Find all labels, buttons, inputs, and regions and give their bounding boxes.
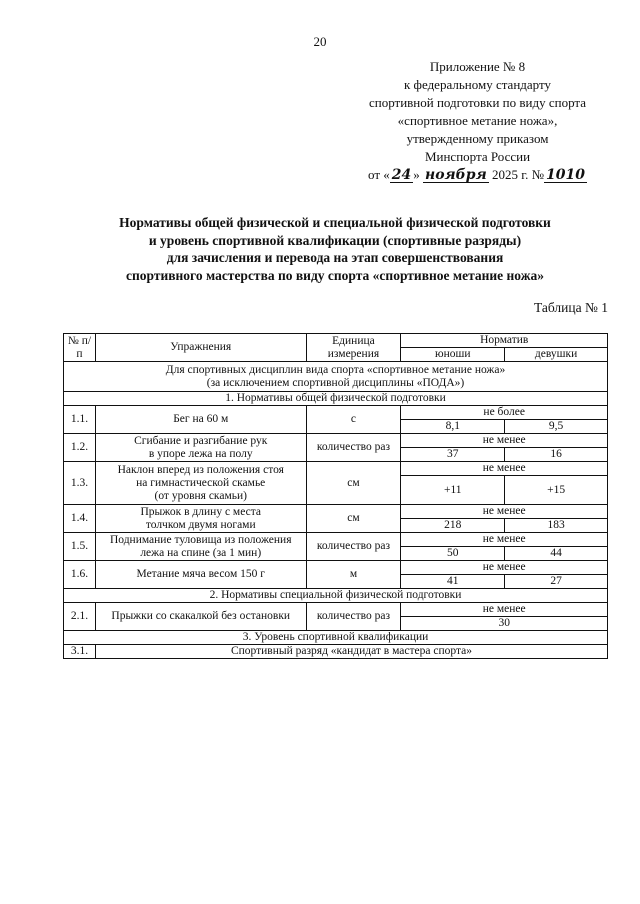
value-boys: 37: [401, 448, 505, 462]
row-unit: см: [306, 505, 401, 533]
row-exercise: [95, 462, 306, 505]
handwritten-order-number: 1010: [546, 167, 585, 183]
row-num: 1.6.: [64, 561, 96, 589]
date-prefix: от «: [368, 167, 390, 182]
order-date-line: [345, 166, 610, 184]
norms-table: [63, 333, 608, 659]
value-girls: 183: [505, 519, 608, 533]
row-num: 3.1.: [64, 645, 96, 659]
row-unit: м: [306, 561, 401, 589]
header-boys: юноши: [401, 348, 505, 362]
exercise-line: в упоре лежа на полу: [148, 447, 253, 460]
value-boys: 8,1: [401, 420, 505, 434]
row-unit: количество раз: [306, 603, 401, 631]
appendix-line: Приложение № 8: [429, 59, 526, 74]
row-exercise: [95, 406, 306, 434]
header-unit: Единица измерения: [306, 334, 401, 362]
value-girls: +15: [505, 476, 608, 505]
value-girls: 9,5: [505, 420, 608, 434]
row-exercise: [95, 434, 306, 462]
row-qualifier: не менее: [401, 462, 608, 476]
exercise-line: лежа на спине (за 1 мин): [140, 546, 262, 559]
appendix-line: «спортивное метание ножа»,: [397, 113, 558, 128]
appendix-line: спортивной подготовки по виду спорта: [368, 95, 587, 110]
handwritten-day: 24: [391, 167, 412, 183]
row-qualifier: не менее: [401, 603, 608, 617]
row-qualifier: не более: [401, 406, 608, 420]
value-boys: 218: [401, 519, 505, 533]
exercise-line: Прыжок в длину с места: [140, 505, 261, 518]
appendix-block: [345, 58, 610, 184]
qualification-text: Спортивный разряд «кандидат в мастера спорта»: [95, 645, 607, 659]
value-boys: 41: [401, 575, 505, 589]
page-number: 20: [313, 34, 327, 49]
table-label: Таблица № 1: [534, 300, 608, 315]
title-line: и уровень спортивной квалификации (спортивные разряды): [148, 232, 522, 248]
header-norm: Норматив: [401, 334, 608, 348]
row-unit: количество раз: [306, 434, 401, 462]
row-num: 1.1.: [64, 406, 96, 434]
exercise-line: (от уровня скамьи): [154, 489, 247, 502]
row-qualifier: не менее: [401, 434, 608, 448]
exercise-line: Метание мяча весом 150 г: [136, 568, 265, 580]
row-unit: с: [306, 406, 401, 434]
row-num: 1.5.: [64, 533, 96, 561]
row-qualifier: не менее: [401, 505, 608, 519]
exercise-line: Сгибание и разгибание рук: [134, 434, 268, 447]
row-unit: количество раз: [306, 533, 401, 561]
section-1-heading: 1. Нормативы общей физической подготовки: [64, 392, 608, 406]
exercise-line: на гимнастической скамье: [136, 476, 266, 489]
discipline-note-line: (за исключением спортивной дисциплины «ПОДА»): [206, 376, 465, 389]
section-3-heading: 3. Уровень спортивной квалификации: [64, 631, 608, 645]
exercise-line: Бег на 60 м: [173, 413, 229, 425]
value-girls: 16: [505, 448, 608, 462]
row-qualifier: не менее: [401, 561, 608, 575]
row-unit: см: [306, 462, 401, 505]
row-num: 1.3.: [64, 462, 96, 505]
row-exercise: Прыжки со скакалкой без остановки: [95, 603, 306, 631]
discipline-note-line: Для спортивных дисциплин вида спорта «спортивное метание ножа»: [165, 363, 506, 376]
discipline-note: [64, 362, 608, 392]
date-mid: »: [413, 167, 420, 182]
value-combined: 30: [401, 617, 608, 631]
row-exercise: [95, 561, 306, 589]
value-girls: 27: [505, 575, 608, 589]
value-boys: +11: [401, 476, 505, 505]
row-num: 2.1.: [64, 603, 96, 631]
row-qualifier: не менее: [401, 533, 608, 547]
title-line: Нормативы общей физической и специальной физической подготовки: [119, 215, 551, 230]
appendix-line: Минспорта России: [424, 149, 531, 164]
title-line: спортивного мастерства по виду спорта «спортивное метание ножа»: [125, 267, 545, 283]
appendix-line: к федеральному стандарту: [403, 77, 552, 92]
exercise-line: Наклон вперед из положения стоя: [117, 463, 284, 476]
value-boys: 50: [401, 547, 505, 561]
document-title: [60, 214, 610, 284]
row-exercise: [95, 533, 306, 561]
row-num: 1.4.: [64, 505, 96, 533]
appendix-line: утвержденному приказом: [406, 131, 549, 146]
year-text: 2025 г. №: [491, 167, 545, 182]
value-girls: 44: [505, 547, 608, 561]
handwritten-month: ноября: [425, 167, 487, 183]
exercise-line: толчком двумя ногами: [145, 518, 256, 531]
section-2-heading: 2. Нормативы специальной физической подготовки: [64, 589, 608, 603]
row-exercise: [95, 505, 306, 533]
row-num: 1.2.: [64, 434, 96, 462]
header-girls: девушки: [505, 348, 608, 362]
title-line: для зачисления и перевода на этап совершенствования: [166, 250, 504, 265]
exercise-line: Поднимание туловища из положения: [109, 533, 292, 546]
header-num: № п/п: [64, 334, 96, 362]
header-exercise: Упражнения: [95, 334, 306, 362]
